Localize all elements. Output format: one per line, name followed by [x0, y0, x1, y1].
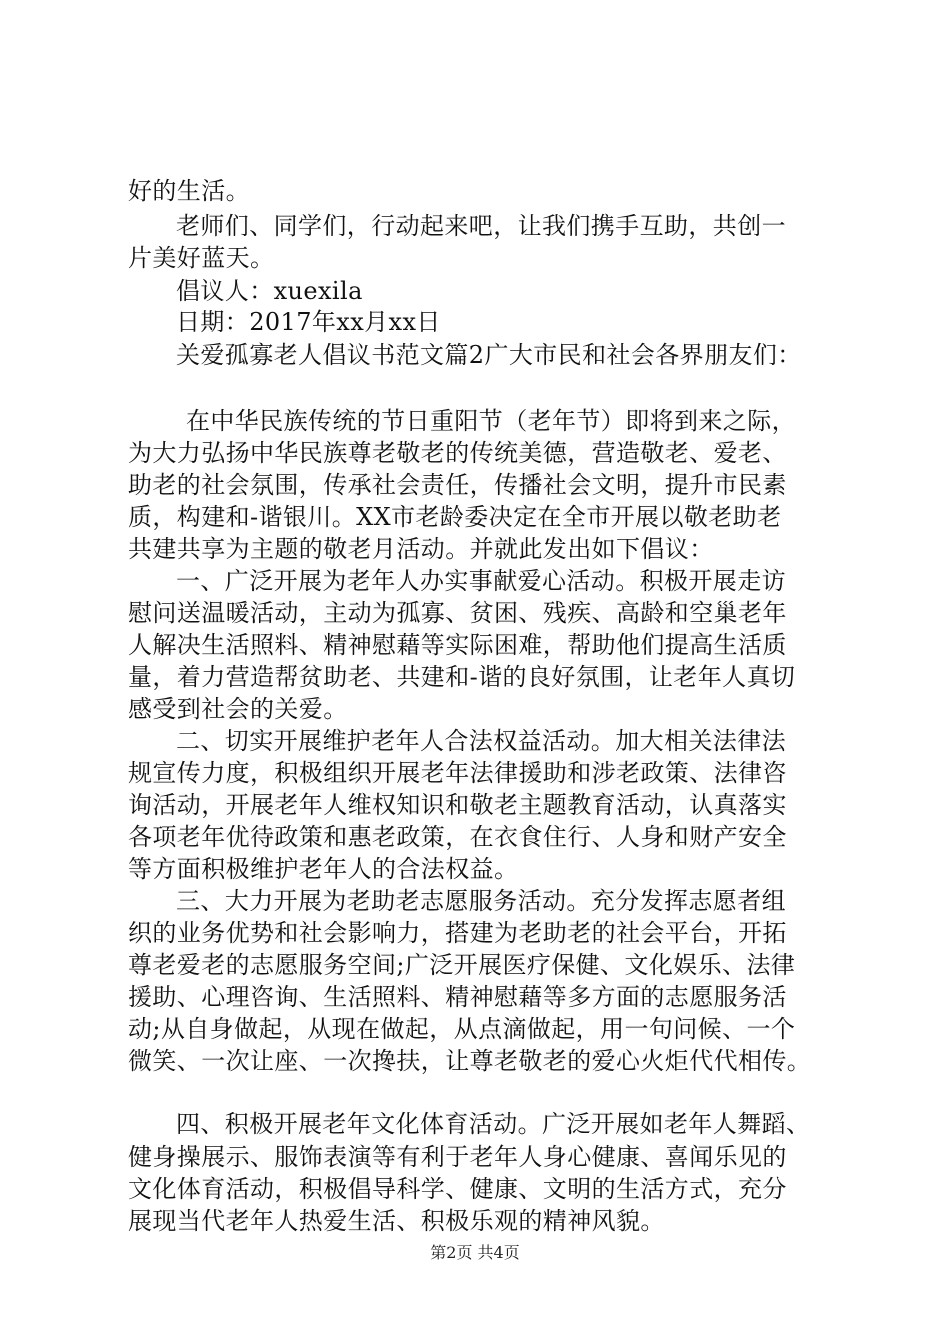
text-line: 展现当代老年人热爱生活、积极乐观的精神风貌。 — [128, 1207, 665, 1235]
text-line: 共建共享为主题的敬老月活动。并就此发出如下倡议： — [128, 535, 714, 563]
text-line: 二、切实开展维护老年人合法权益活动。加大相关法律法 — [176, 727, 786, 755]
text-line: 织的业务优势和社会影响力，搭建为老助老的社会平台，开拓 — [128, 919, 787, 947]
text-line: 各项老年优待政策和惠老政策，在衣食住行、人身和财产安全 — [128, 823, 787, 851]
text-line: 质，构建和-谐银川。XX市老龄委决定在全市开展以敬老助老 — [128, 503, 782, 531]
text-line: 日期：2017年xx月xx日 — [176, 308, 441, 336]
text-line: 倡议人：xuexila — [176, 277, 363, 305]
text-line: 规宣传力度，积极组织开展老年法律援助和涉老政策、法律咨 — [128, 759, 787, 787]
text-line: 动;从自身做起，从现在做起，从点滴做起，用一句问候、一个 — [128, 1015, 796, 1043]
text-line: 人解决生活照料、精神慰藉等实际困难，帮助他们提高生活质 — [128, 631, 787, 659]
text-line: 慰问送温暖活动，主动为孤寡、贫困、残疾、高龄和空巢老年 — [128, 599, 787, 627]
text-line: 量，着力营造帮贫助老、共建和-谐的良好氛围，让老年人真切 — [128, 663, 796, 691]
text-line: 健身操展示、服饰表演等有利于老年人身心健康、喜闻乐见的 — [128, 1143, 787, 1171]
text-line: 三、大力开展为老助老志愿服务活动。充分发挥志愿者组 — [176, 887, 786, 915]
text-line: 好的生活。 — [128, 177, 250, 205]
text-line: 助老的社会氛围，传承社会责任，传播社会文明，提升市民素 — [128, 471, 787, 499]
text-line: 一、广泛开展为老年人办实事献爱心活动。积极开展走访 — [176, 567, 786, 595]
text-line: 感受到社会的关爱。 — [128, 695, 348, 723]
text-line: 援助、心理咨询、生活照料、精神慰藉等多方面的志愿服务活 — [128, 983, 787, 1011]
page-footer: 第2页 共4页 — [430, 1243, 520, 1262]
text-line: 关爱孤寡老人倡议书范文篇2广大市民和社会各界朋友们： — [176, 341, 802, 369]
text-line: 片美好蓝天。 — [128, 244, 275, 272]
text-line: 询活动，开展老年人维权知识和敬老主题教育活动，认真落实 — [128, 791, 787, 819]
text-line: 为大力弘扬中华民族尊老敬老的传统美德，营造敬老、爱老、 — [128, 439, 787, 467]
text-line: 等方面积极维护老年人的合法权益。 — [128, 855, 519, 883]
text-line: 文化体育活动，积极倡导科学、健康、文明的生活方式，充分 — [128, 1175, 787, 1203]
text-line: 四、积极开展老年文化体育活动。广泛开展如老年人舞蹈、 — [176, 1110, 811, 1138]
text-line: 微笑、一次让座、一次搀扶，让尊老敬老的爱心火炬代代相传。 — [128, 1047, 812, 1075]
text-line: 尊老爱老的志愿服务空间;广泛开展医疗保健、文化娱乐、法律 — [128, 951, 796, 979]
text-line: 在中华民族传统的节日重阳节（老年节）即将到来之际， — [186, 407, 796, 435]
text-line: 老师们、同学们，行动起来吧，让我们携手互助，共创一 — [176, 212, 786, 240]
